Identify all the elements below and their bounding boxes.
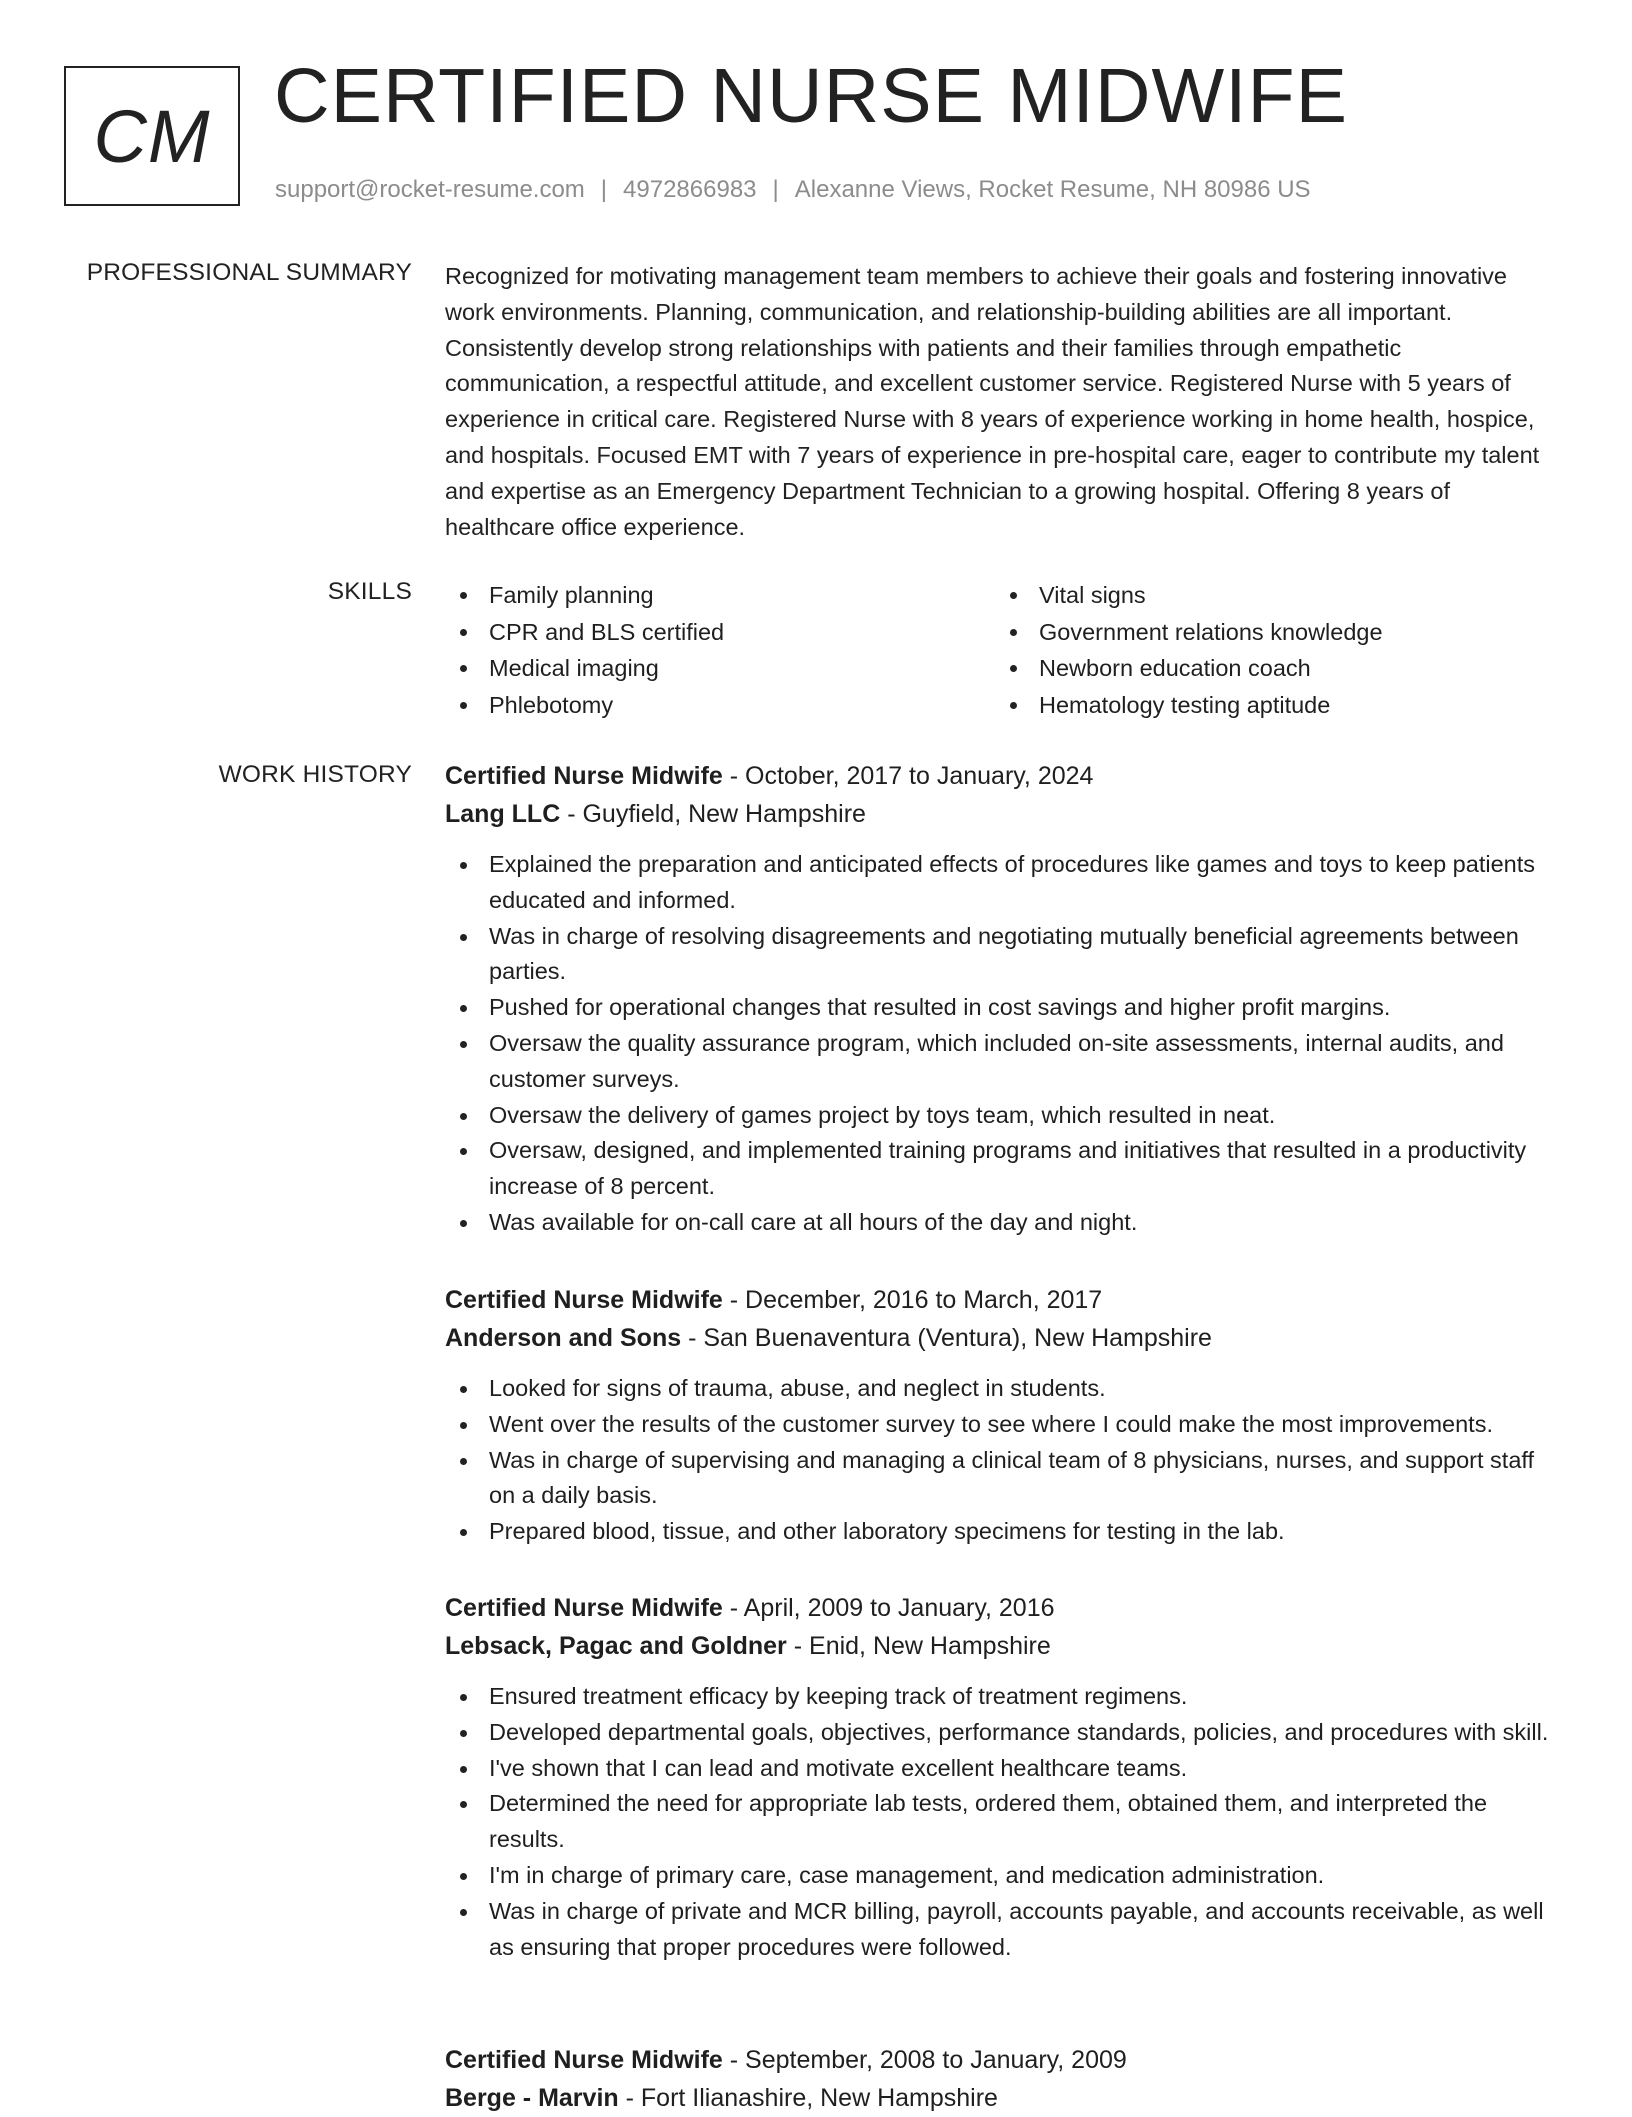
job-title: Certified Nurse Midwife <box>445 2046 723 2074</box>
job-title: Certified Nurse Midwife <box>445 1594 723 1622</box>
job-duty: I'm in charge of primary care, case management, and medication administration. <box>445 1858 1560 1894</box>
section-label-work-history: WORK HISTORY <box>218 761 412 788</box>
job-entry <box>445 1589 1560 1965</box>
job-dates: - September, 2008 to January, 2009 <box>722 2046 1127 2074</box>
skill-item: Medical imaging <box>445 650 724 687</box>
skill-item: Vital signs <box>995 577 1383 614</box>
job-company-line <box>445 2079 1560 2117</box>
skills-list-left <box>445 577 724 723</box>
job-title: Certified Nurse Midwife <box>445 762 723 790</box>
job-duty: Ensured treatment efficacy by keeping track of treatment regimens. <box>445 1679 1560 1715</box>
job-duty: Explained the preparation and anticipated effects of procedures like games and toys to keep patients educated and informed. <box>445 847 1560 919</box>
job-duty: Oversaw the delivery of games project by toys team, which resulted in neat. <box>445 1098 1560 1134</box>
job-title: Certified Nurse Midwife <box>445 1286 723 1314</box>
job-company-line <box>445 1319 1560 1357</box>
job-duties-list <box>445 847 1560 1241</box>
job-duty: Was in charge of private and MCR billing, payroll, accounts payable, and accounts receivable, as well as ensuring that proper procedures were followed. <box>445 1894 1560 1966</box>
job-company: Anderson and Sons <box>445 1324 682 1352</box>
job-duty: Developed departmental goals, objectives, performance standards, policies, and procedures with skill. <box>445 1715 1560 1751</box>
job-entry <box>445 2041 1560 2117</box>
job-entry <box>445 757 1560 1241</box>
monogram-logo: CM <box>64 66 240 206</box>
job-entry <box>445 1281 1560 1550</box>
job-dates: - October, 2017 to January, 2024 <box>722 762 1094 790</box>
job-duty: Determined the need for appropriate lab tests, ordered them, obtained them, and interpreted the results. <box>445 1786 1560 1858</box>
contact-line <box>275 176 1311 204</box>
skill-item: Newborn education coach <box>995 650 1383 687</box>
job-company-line <box>445 1627 1560 1665</box>
skill-item: CPR and BLS certified <box>445 614 724 651</box>
contact-phone[interactable]: 4972866983 <box>623 176 757 203</box>
contact-separator: | <box>772 176 779 203</box>
job-duty: Was in charge of supervising and managing a clinical team of 8 physicians, nurses, and support staff on a daily basis. <box>445 1443 1560 1515</box>
job-duty: Prepared blood, tissue, and other laboratory specimens for testing in the lab. <box>445 1514 1560 1550</box>
job-company-line <box>445 795 1560 833</box>
section-label-summary: PROFESSIONAL SUMMARY <box>86 259 412 286</box>
job-title-line <box>445 1589 1560 1627</box>
job-duty: I've shown that I can lead and motivate excellent healthcare teams. <box>445 1751 1560 1787</box>
job-dates: - April, 2009 to January, 2016 <box>722 1594 1055 1622</box>
job-company: Lang LLC <box>445 800 561 828</box>
job-duties-list <box>445 1679 1560 1965</box>
job-location: - Enid, New Hampshire <box>786 1632 1051 1660</box>
job-duty: Was available for on-call care at all hours of the day and night. <box>445 1205 1560 1241</box>
professional-summary-text: Recognized for motivating management team members to achieve their goals and fostering innovative work environments. Planning, communication, and relationship-building abilities are all important. Consistently develop strong relationships with patients and their families through empathetic communication, a respectful attitude, and excellent customer service. Registered Nurse with 5 years of experience in critical care. Registered Nurse with 8 years of experience working in home health, hospice, and hospitals. Focused EMT with 7 years of experience in pre-hospital care, eager to contribute my talent and expertise as an Emergency Department Technician to a growing hospital. Offering 8 years of healthcare office experience. <box>445 263 1540 540</box>
job-duty: Pushed for operational changes that resulted in cost savings and higher profit margins. <box>445 990 1560 1026</box>
job-title-line <box>445 757 1560 795</box>
job-location: - San Buenaventura (Ventura), New Hampshire <box>681 1324 1212 1352</box>
section-label-skills: SKILLS <box>327 578 412 605</box>
job-title-line <box>445 2041 1560 2079</box>
job-company: Berge - Marvin <box>445 2084 619 2112</box>
job-company: Lebsack, Pagac and Goldner <box>445 1632 787 1660</box>
resume-title: CERTIFIED NURSE MIDWIFE <box>274 53 1348 139</box>
contact-separator: | <box>600 176 608 203</box>
skill-item: Family planning <box>445 577 724 614</box>
skill-item: Government relations knowledge <box>995 614 1383 651</box>
job-location: - Fort Ilianashire, New Hampshire <box>618 2084 998 2112</box>
skill-item: Hematology testing aptitude <box>995 687 1383 724</box>
job-title-line <box>445 1281 1560 1319</box>
job-duty: Oversaw, designed, and implemented training programs and initiatives that resulted in a productivity increase of 8 percent. <box>445 1133 1560 1205</box>
skill-item: Phlebotomy <box>445 687 724 724</box>
skills-list-right <box>995 577 1383 723</box>
job-dates: - December, 2016 to March, 2017 <box>722 1286 1103 1314</box>
contact-address: Alexanne Views, Rocket Resume, NH 80986 US <box>794 176 1311 203</box>
job-duty: Oversaw the quality assurance program, which included on-site assessments, internal audits, and customer surveys. <box>445 1026 1560 1098</box>
job-duty: Was in charge of resolving disagreements and negotiating mutually beneficial agreements between parties. <box>445 919 1560 991</box>
job-duty: Went over the results of the customer survey to see where I could make the most improvements. <box>445 1407 1560 1443</box>
job-location: - Guyfield, New Hampshire <box>560 800 866 828</box>
contact-email[interactable]: support@rocket-resume.com <box>275 176 585 203</box>
job-duty: Looked for signs of trauma, abuse, and neglect in students. <box>445 1371 1560 1407</box>
job-duties-list <box>445 1371 1560 1550</box>
